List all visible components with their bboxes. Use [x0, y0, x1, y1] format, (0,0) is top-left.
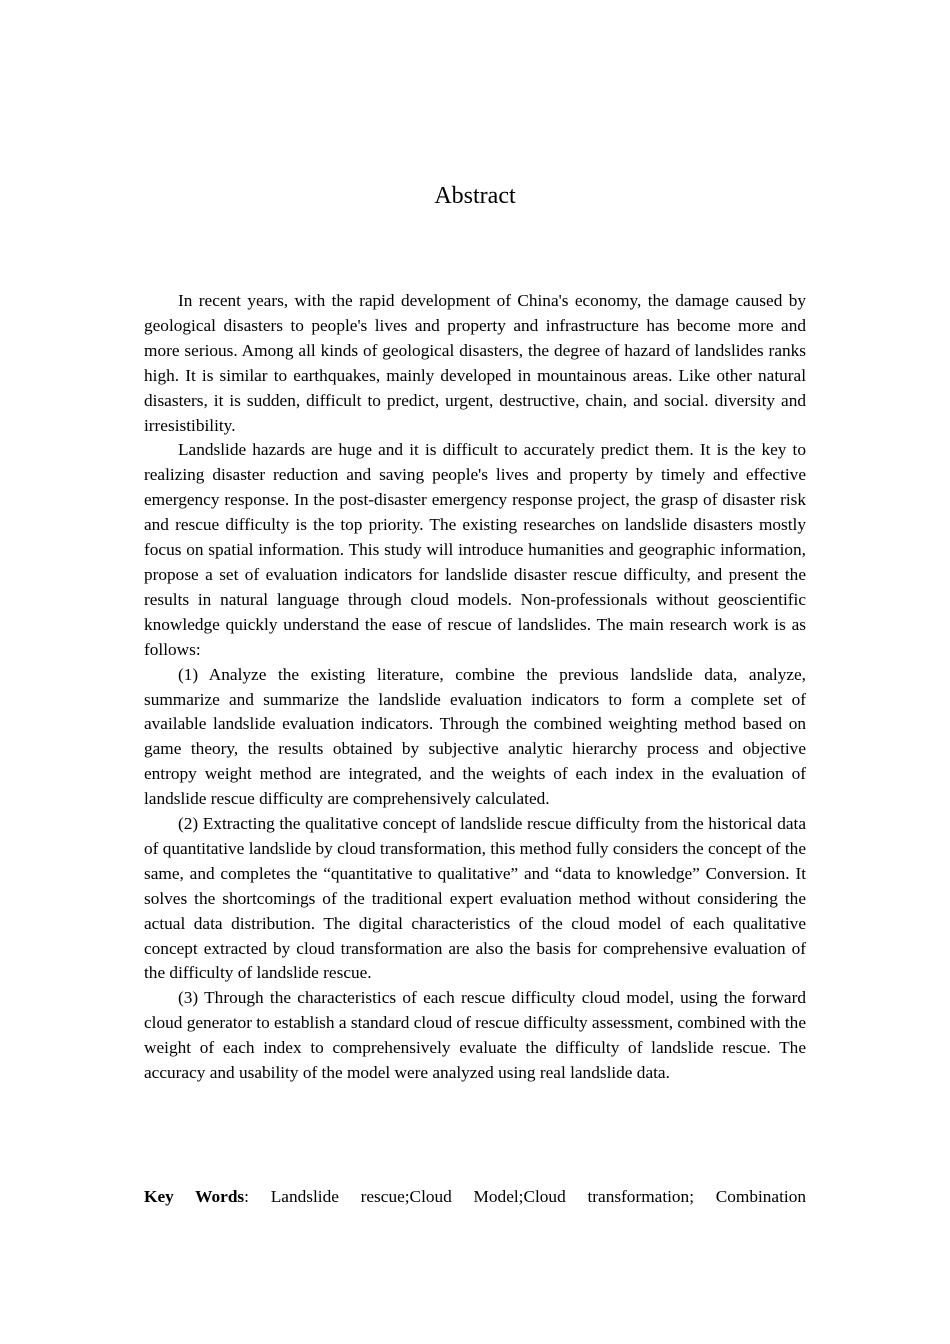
abstract-title: Abstract [434, 183, 516, 209]
paragraph-intro: In recent years, with the rapid development of China's economy, the damage caused by geological disasters to people's lives and property and infrastructure has become more and more serious. Among all kinds of geological disasters, the degree of hazard of landslides ranks high. It is similar to earthquakes, mainly developed in mountainous areas. Like other natural disasters, it is sudden, difficult to predict, urgent, destructive, chain, and social. diversity and irresistibility. [144, 291, 806, 435]
abstract-body [144, 289, 806, 1086]
keywords-label: Key Words [144, 1187, 245, 1206]
paragraph-work-2: (2) Extracting the qualitative concept of landslide rescue difficulty from the historical data of quantitative landslide by cloud transformation, this method fully considers the concept of the same, and completes the “quantitative to qualitative” and “data to knowledge” Conversion. It solves the shortcomings of the traditional expert evaluation method without considering the actual data distribution. The digital characteristics of the cloud model of each qualitative concept extracted by cloud transformation are also the basis for comprehensive evaluation of the difficulty of landslide rescue. [144, 814, 806, 983]
keywords-separator: : [244, 1187, 249, 1206]
paragraph-work-1: (1) Analyze the existing literature, combine the previous landslide data, analyze, summarize and summarize the landslide evaluation indicators to form a complete set of available landslide evaluation indicators. Through the combined weighting method based on game theory, the results obtained by subjective analytic hierarchy process and objective entropy weight method are integrated, and the weights of each index in the evaluation of landslide rescue difficulty are comprehensively calculated. [144, 664, 806, 809]
keywords-text: Landslide rescue;Cloud Model;Cloud transformation; Combination [248, 1187, 806, 1206]
paragraph-motivation: Landslide hazards are huge and it is difficult to accurately predict them. It is the key to realizing disaster reduction and saving people's lives and property by timely and effective emergency response. In the post-disaster emergency response project, the grasp of disaster risk and rescue difficulty is the top priority. The existing researches on landslide disasters mostly focus on spatial information. This study will introduce humanities and geographic information, propose a set of evaluation indicators for landslide disaster rescue difficulty, and present the results in natural language through cloud models. Non-professionals without geoscientific knowledge quickly understand the ease of rescue of landslides. The main research work is as follows: [144, 440, 806, 659]
keywords-line [144, 1185, 806, 1210]
paragraph-work-3: (3) Through the characteristics of each rescue difficulty cloud model, using the forward cloud generator to establish a standard cloud of rescue difficulty assessment, combined with the weight of each index to comprehensively evaluate the difficulty of landslide rescue. The accuracy and usability of the model were analyzed using real landslide data. [144, 988, 806, 1083]
